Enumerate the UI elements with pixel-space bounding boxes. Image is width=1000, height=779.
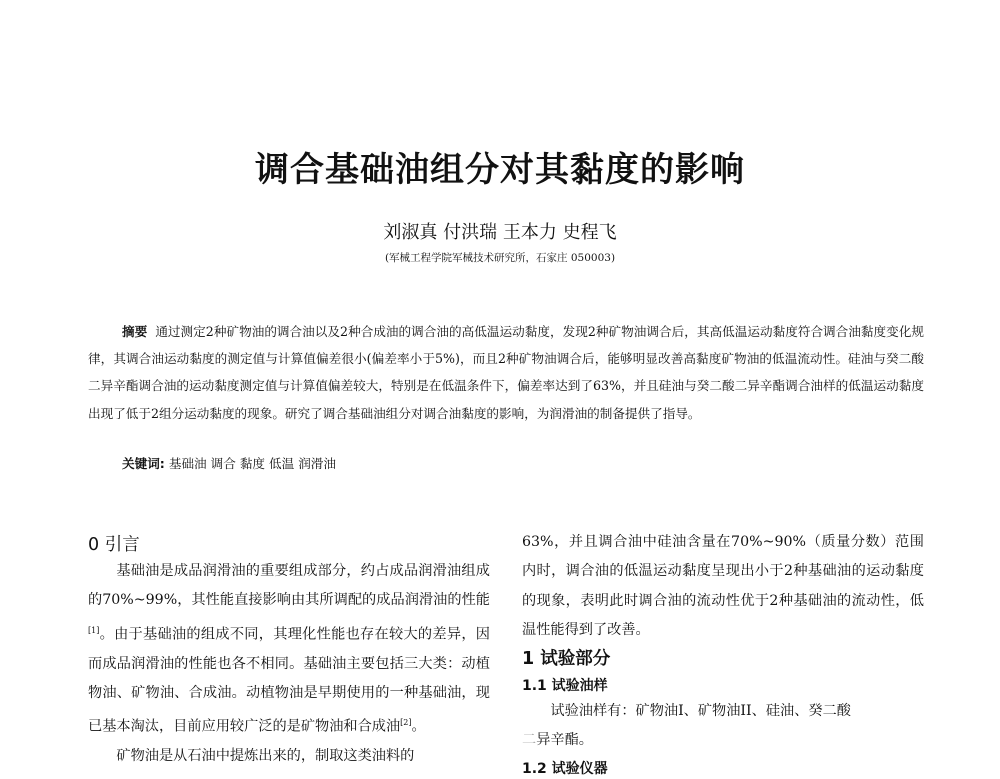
abstract-label: 摘要 — [122, 324, 148, 339]
author-list: 刘淑真 付洪瑞 王本力 史程飞 — [383, 222, 617, 243]
subsection-heading-samples: 1.1 试验油样 — [522, 678, 608, 694]
paper-title: 调合基础油组分对其黏度的影响 — [255, 150, 745, 190]
keywords-label: 关键词: — [122, 456, 165, 471]
abstract-text: 通过测定2种矿物油的调合油以及2种合成油的调合油的高低温运动黏度，发现2种矿物油调合后，其高低温运动黏度符合调合油黏度变化规律，其调合油运动黏度的测定值与计算值偏差很小(偏差率小于5%)，而且2种矿物油调合后，能够明显改善高黏度矿物油的低温流动性。硅油与癸二酸二异辛酯调合油的运动黏度测定值与计算值偏差较大，特别是在低温条件下，偏差率达到了63%，并且硅油与癸二酸二异辛酯调合油样的低温运动黏度出现了低于2组分运动黏度的现象。研究了调合基础油组分对调合油黏度的影响，为润滑油的制备提供了指导。 — [88, 324, 924, 421]
keywords-text: 基础油 调合 黏度 低温 润滑油 — [168, 456, 336, 471]
intro-text-a: 基础油是成品润滑油的重要组成部分，约占成品润滑油组成的70%~99%，其性能直接影响由其所调配的成品润滑油的性能 — [88, 563, 490, 609]
samples-text-line1: 试验油样有：矿物油I、矿物油II、硅油、癸二酸 — [550, 703, 851, 719]
mineral-oil-paragraph: 矿物油是从石油中提炼出来的，制取这类油料的 — [116, 748, 415, 765]
continued-paragraph: 63%，并且调合油中硅油含量在70%~90%（质量分数）范围内时，调合油的低温运动黏度呈现出小于2种基础油的运动黏度的现象，表明此时调合油的流动性优于2种基础油的流动性，低温性能得到了改善。 — [522, 534, 924, 638]
affiliation: (军械工程学院军械技术研究所，石家庄 050003) — [384, 252, 616, 264]
intro-text-c: 。 — [411, 718, 426, 735]
samples-text-line2: 异辛酯。 — [536, 732, 593, 749]
samples-text-faded: 二 — [522, 732, 537, 749]
reference-1: [1] — [88, 625, 100, 635]
right-column — [522, 528, 924, 645]
intro-text-b: 。由于基础油的组成不同，其理化性能也存在较大的差异，因而成品润滑油的性能也各不相同。基础油主要包括三大类：动植物油、矿物油、合成油。动植物油是早期使用的一种基础油，现已基本淘汰，目前应用较广泛的是矿物油和合成油 — [88, 626, 490, 735]
left-column — [88, 557, 490, 772]
section-heading-intro: 0 引言 — [88, 535, 140, 555]
intro-paragraph — [88, 557, 490, 742]
keywords — [122, 453, 336, 472]
section-heading-experimental: 1 试验部分 — [522, 649, 611, 669]
abstract — [88, 318, 924, 427]
subsection-heading-instruments: 1.2 试验仪器 — [522, 761, 608, 777]
samples-paragraph — [522, 697, 924, 756]
reference-2: [2] — [400, 718, 412, 728]
